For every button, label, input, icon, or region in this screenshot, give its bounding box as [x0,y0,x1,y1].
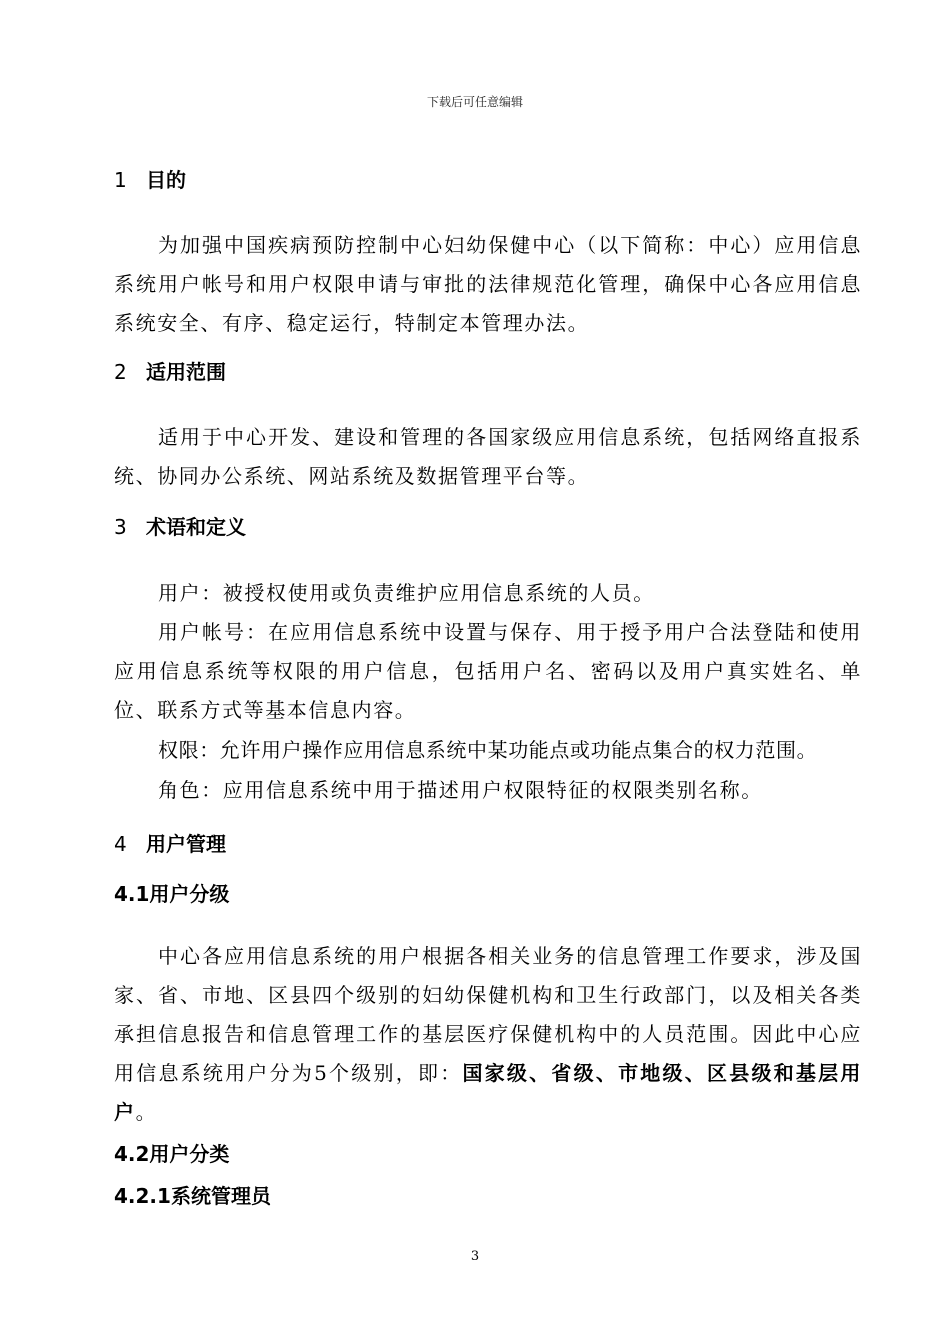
section-3-heading [114,507,862,547]
section-3-number: 3 [114,515,127,539]
section-3-paragraph-user: 用户：被授权使用或负责维护应用信息系统的人员。 [158,581,655,605]
section-2-title: 适用范围 [146,360,226,384]
section-3-paragraph-account: 用户帐号：在应用信息系统中设置与保存、用于授予用户合法登陆和使用应用信息系统等权限的用户信息，包括用户名、密码以及用户真实姓名、单位、联系方式等基本信息内容。 [114,620,862,722]
section-4-title: 用户管理 [146,832,226,856]
section-2-heading [114,352,862,392]
page-header: 下载后可任意编辑 [426,95,523,109]
section-4-1-paragraph [114,937,862,1132]
section-4-2-heading: 4.2用户分类 [114,1142,230,1166]
page-number: 3 [470,1249,480,1264]
section-2-paragraph: 适用于中心开发、建设和管理的各国家级应用信息系统，包括网络直报系统、协同办公系统、网站系统及数据管理平台等。 [114,425,862,488]
section-3-title: 术语和定义 [146,515,246,539]
section-1-paragraph: 为加强中国疾病预防控制中心妇幼保健中心（以下简称：中心）应用信息系统用户帐号和用户权限申请与审批的法律规范化管理，确保中心各应用信息系统安全、有序、稳定运行，特制定本管理办法。 [114,233,862,335]
document-body [114,160,862,1216]
section-4-1-text-end: 。 [135,1100,158,1124]
section-1-heading [114,160,862,200]
section-2-number: 2 [114,360,127,384]
section-4-1-heading: 4.1用户分级 [114,882,230,906]
section-3-paragraph-permission: 权限：允许用户操作应用信息系统中某功能点或功能点集合的权力范围。 [158,738,818,762]
section-1-number: 1 [114,168,127,192]
section-4-heading [114,824,862,864]
section-4-2-1-heading: 4.2.1系统管理员 [114,1184,271,1208]
section-1-title: 目的 [146,168,186,192]
section-4-number: 4 [114,832,127,856]
section-4-1-levels-emphasis: 国家级、省级、市地级、区县级和基层用户 [114,1061,862,1124]
section-4-1-text: 中心各应用信息系统的用户根据各相关业务的信息管理工作要求，涉及国家、省、市地、区县四个级别的妇幼保健机构和卫生行政部门，以及相关各类承担信息报告和信息管理工作的基层医疗保健机构中的人员范围。因此中心应用信息系统用户分为5个级别，即： [114,944,862,1085]
section-3-paragraph-role: 角色：应用信息系统中用于描述用户权限特征的权限类别名称。 [158,778,763,802]
